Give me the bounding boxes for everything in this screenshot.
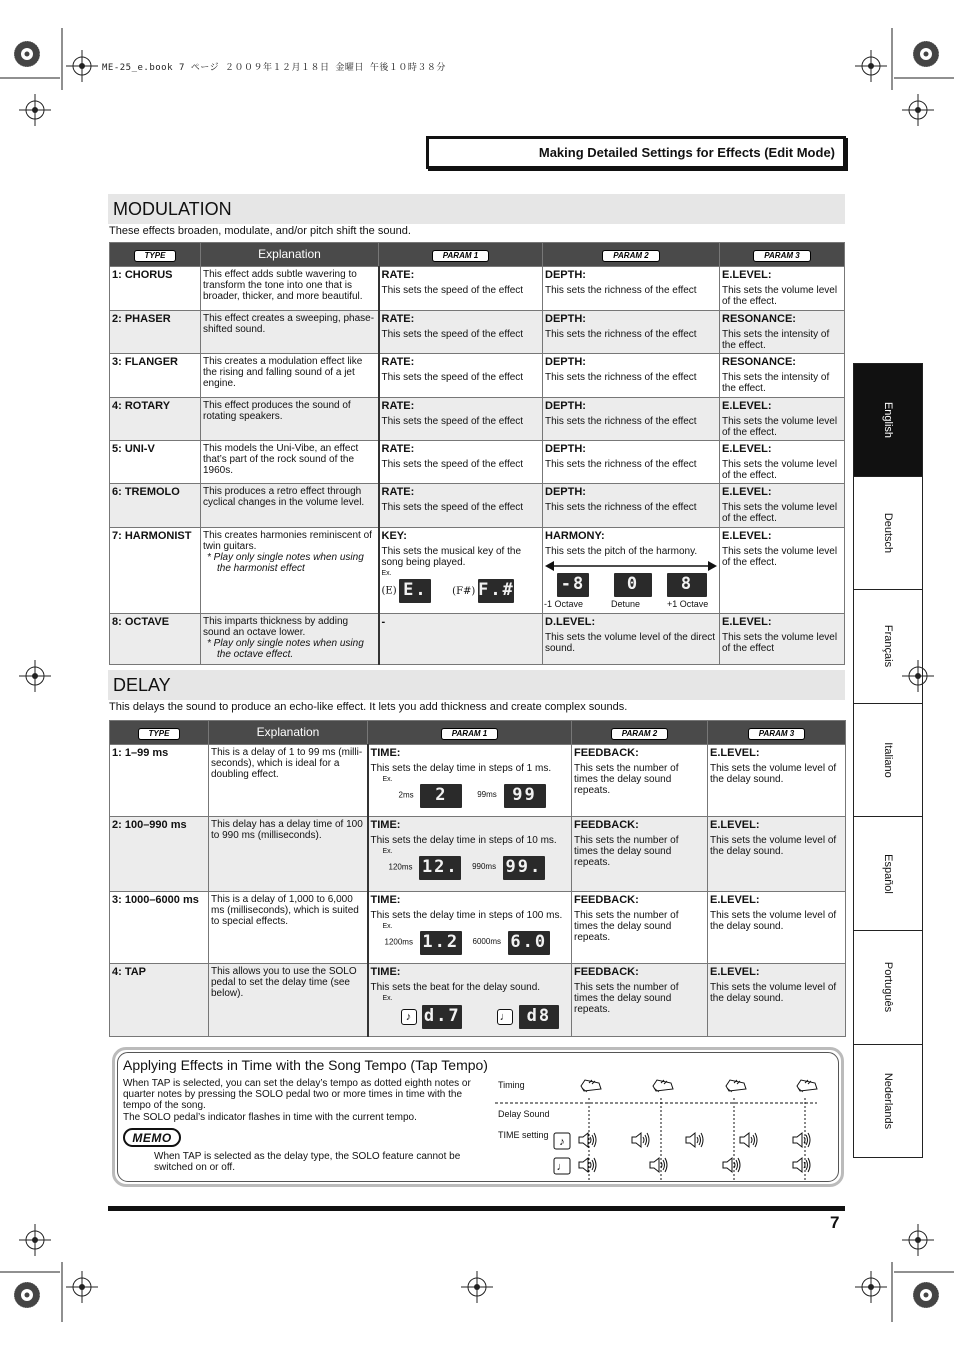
table-row	[110, 528, 845, 614]
tab-italiano[interactable]: Italiano	[853, 704, 923, 818]
param3-cell: E.LEVEL: This sets the volume level of the effect.	[720, 441, 845, 484]
param2-cell: FEEDBACK: This sets the number of times the delay sound repeats.	[572, 745, 708, 817]
example-b-label: 99ms	[477, 790, 497, 800]
type-cell: 2: PHASER	[110, 311, 201, 354]
harmony-plus-display: 8	[667, 573, 707, 597]
note-box-icon	[554, 1158, 570, 1174]
param2-cell: FEEDBACK: This sets the number of times the delay sound repeats.	[572, 817, 708, 892]
foot-tap-icon	[653, 1080, 673, 1092]
explanation-cell: This effect produces the sound of rotating speakers.	[201, 398, 379, 441]
key-fs-display: F.#	[478, 579, 514, 603]
param2-cell: DEPTH: This sets the richness of the effect	[543, 441, 720, 484]
note-box-icon	[554, 1133, 570, 1149]
tab-nederlands[interactable]: Nederlands	[853, 1045, 923, 1159]
speaker-icon	[793, 1133, 810, 1147]
corner-target-tl	[14, 41, 40, 67]
table-row	[110, 964, 846, 1037]
param2-cell: DEPTH: This sets the richness of the effect	[543, 398, 720, 441]
param1-cell: TIME: This sets the delay time in steps of 100 ms. Ex. 1200ms 1.2 6000ms 6.0	[368, 892, 572, 964]
corner-target-br	[913, 1282, 939, 1308]
param3-cell: E.LEVEL: This sets the volume level of the delay sound.	[708, 745, 846, 817]
table-row	[110, 817, 846, 892]
corner-target-tr	[913, 41, 939, 67]
col-param3: PARAM 3	[720, 243, 845, 267]
param2-cell: DEPTH: This sets the richness of the effect	[543, 484, 720, 528]
header-title: Making Detailed Settings for Effects (Edit Mode)	[426, 136, 846, 169]
param3-cell: E.LEVEL: This sets the volume level of the delay sound.	[708, 892, 846, 964]
param2-cell: HARMONY: This sets the pitch of the harmony. -8 0 8 -1 Octave Detune +1 Octave	[543, 528, 720, 614]
explanation-cell: This delay has a delay time of 100 to 990 ms (milliseconds).	[209, 817, 368, 892]
example-b-display: 99	[504, 784, 546, 808]
param3-cell: E.LEVEL: This sets the volume level of the effect.	[720, 267, 845, 311]
example-a-display: 2	[420, 784, 462, 808]
type-cell: 2: 100–990 ms	[110, 817, 209, 892]
col-param1: PARAM 1	[368, 721, 572, 745]
type-cell: 1: CHORUS	[110, 267, 201, 311]
col-param2: PARAM 2	[572, 721, 708, 745]
speaker-icon	[579, 1158, 596, 1172]
param1-cell: RATE: This sets the speed of the effect	[379, 311, 543, 354]
table-row	[110, 484, 845, 528]
col-param1: PARAM 1	[379, 243, 543, 267]
param3-cell: E.LEVEL: This sets the volume level of the delay sound.	[708, 964, 846, 1037]
speaker-icon	[579, 1133, 596, 1147]
explanation-cell: This is a delay of 1,000 to 6,000 ms (milliseconds), which is suited to special effects.	[209, 892, 368, 964]
modulation-description: These effects broaden, modulate, and/or pitch shift the sound.	[109, 225, 411, 237]
language-tabs	[853, 363, 923, 1158]
param1-cell: RATE: This sets the speed of the effect	[379, 441, 543, 484]
param1-cell: RATE: This sets the speed of the effect	[379, 354, 543, 398]
tap-dotted-display: d.7	[422, 1005, 462, 1029]
explanation-cell: This effect adds subtle wavering to transform the tone into one that is broader, thicker, and more beautiful.	[201, 267, 379, 311]
foot-tap-icon	[797, 1080, 817, 1092]
tap-timing-diagram	[495, 1072, 835, 1182]
svg-text:♪: ♪	[559, 1136, 565, 1148]
param1-cell: TIME: This sets the delay time in steps of 10 ms. Ex. 120ms 12. 990ms 99.	[368, 817, 572, 892]
param1-cell: KEY: This sets the musical key of the song being played. Ex. (E) E. (F#) F.#	[379, 528, 543, 614]
tab-portugues[interactable]: Português	[853, 931, 923, 1045]
col-param3: PARAM 3	[708, 721, 846, 745]
col-param2: PARAM 2	[543, 243, 720, 267]
param1-cell: TIME: This sets the delay time in steps of 1 ms. Ex. 2ms 2 99ms 99	[368, 745, 572, 817]
tab-english[interactable]: English	[853, 363, 923, 477]
table-row	[110, 614, 845, 665]
footer-rule	[108, 1206, 845, 1211]
param1-cell: -	[379, 614, 543, 665]
harmony-minus-label: -1 Octave	[544, 599, 584, 610]
memo-text: When TAP is selected as the delay type, the SOLO feature cannot be switched on or off.	[154, 1151, 461, 1174]
explanation-cell: This models the Uni-Vibe, an effect that’s part of the rock sound of the 1960s.	[201, 441, 379, 484]
param2-cell: DEPTH: This sets the richness of the effect	[543, 267, 720, 311]
param1-cell: RATE: This sets the speed of the effect	[379, 398, 543, 441]
param2-cell: DEPTH: This sets the richness of the effect	[543, 354, 720, 398]
param1-cell: TIME: This sets the beat for the delay sound. Ex. ♪ d.7 ♩ d8	[368, 964, 572, 1037]
example-a-display: 12.	[419, 856, 461, 880]
example-a-label: 120ms	[388, 862, 413, 872]
param1-cell: RATE: This sets the speed of the effect	[379, 267, 543, 311]
harmony-range-arrow	[545, 561, 717, 571]
speaker-icon	[793, 1158, 810, 1172]
tap-quarter-display: d8	[519, 1005, 559, 1029]
param1-cell: RATE: This sets the speed of the effect	[379, 484, 543, 528]
print-header: ME-25_e.book 7 ページ ２００９年１２月１８日 金曜日 午後１０時３８分	[102, 63, 446, 73]
foot-tap-icon	[726, 1080, 746, 1092]
param3-cell: RESONANCE: This sets the intensity of the effect.	[720, 354, 845, 398]
key-e-label: (E)	[381, 585, 397, 597]
param2-cell: FEEDBACK: This sets the number of times the delay sound repeats.	[572, 892, 708, 964]
key-e-display: E.	[399, 579, 431, 603]
dotted-eighth-note-icon: ♪	[401, 1009, 417, 1025]
type-cell: 3: 1000–6000 ms	[110, 892, 209, 964]
harmony-plus-label: +1 Octave	[667, 599, 709, 610]
speaker-icon	[650, 1158, 667, 1172]
table-row	[110, 745, 846, 817]
tab-francais[interactable]: Français	[853, 590, 923, 704]
speaker-icon	[632, 1133, 649, 1147]
type-cell: 3: FLANGER	[110, 354, 201, 398]
delay-description: This delays the sound to produce an echo-like effect. It lets you add thickness and create complex sounds.	[109, 701, 628, 713]
time-setting-label: TIME setting	[498, 1130, 549, 1140]
type-cell: 4: TAP	[110, 964, 209, 1037]
param3-cell: E.LEVEL: This sets the volume level of the effect.	[720, 528, 845, 614]
type-cell: 6: TREMOLO	[110, 484, 201, 528]
param3-cell: RESONANCE: This sets the intensity of the effect.	[720, 311, 845, 354]
table-row	[110, 892, 846, 964]
explanation-cell: This creates a modulation effect like the rising and falling sound of a jet engine.	[201, 354, 379, 398]
delay-sound-label: Delay Sound	[498, 1109, 550, 1119]
param3-cell: E.LEVEL: This sets the volume level of the effect	[720, 614, 845, 665]
example-a-label: 2ms	[398, 790, 414, 800]
table-row	[110, 311, 845, 354]
modulation-table	[109, 242, 845, 665]
example-b-label: 990ms	[472, 862, 497, 872]
delay-title: DELAY	[108, 670, 845, 700]
tab-deutsch[interactable]: Deutsch	[853, 477, 923, 591]
explanation-cell: This produces a retro effect through cyclical changes in the volume level.	[201, 484, 379, 528]
table-row	[110, 354, 845, 398]
col-type: TYPE	[110, 243, 201, 267]
tap-tempo-body: When TAP is selected, you can set the delay’s tempo as dotted eighth notes or quarter notes by pressing the SOLO pedal two or more times in time with the tempo of the song. The SOLO pedal’s indicator flashes in time with the current tempo.	[123, 1078, 471, 1123]
type-cell: 1: 1–99 ms	[110, 745, 209, 817]
example-b-display: 99.	[503, 856, 545, 880]
svg-text:♩: ♩	[556, 1161, 568, 1173]
example-a-label: 1200ms	[384, 937, 413, 947]
harmony-detune-label: Detune	[611, 599, 641, 610]
harmony-minus-display: -8	[557, 573, 589, 597]
page-number: 7	[830, 1213, 840, 1232]
memo-badge: MEMO	[123, 1128, 181, 1147]
explanation-cell: This imparts thickness by adding sound an octave lower. * Play only single notes when using the octave effect.	[201, 614, 379, 665]
type-cell: 4: ROTARY	[110, 398, 201, 441]
table-row	[110, 441, 845, 484]
explanation-cell: This effect creates a sweeping, phase-shifted sound.	[201, 311, 379, 354]
param2-cell: DEPTH: This sets the richness of the effect	[543, 311, 720, 354]
type-cell: 7: HARMONIST	[110, 528, 201, 614]
example-b-display: 6.0	[508, 931, 550, 955]
foot-tap-icon	[581, 1080, 601, 1092]
tap-tempo-box	[112, 1047, 844, 1187]
param2-cell: FEEDBACK: This sets the number of times the delay sound repeats.	[572, 964, 708, 1037]
explanation-cell: This is a delay of 1 to 99 ms (milli-seconds), which is ideal for a doubling effect.	[209, 745, 368, 817]
modulation-title: MODULATION	[108, 194, 845, 224]
harmony-detune-display: 0	[614, 573, 652, 597]
type-cell: 5: UNI-V	[110, 441, 201, 484]
key-fs-label: (F#)	[452, 585, 476, 597]
speaker-icon	[723, 1158, 740, 1172]
tab-espanol[interactable]: Español	[853, 817, 923, 931]
explanation-cell: This creates harmonies reminiscent of twin guitars. * Play only single notes when using the harmonist effect	[201, 528, 379, 614]
param3-cell: E.LEVEL: This sets the volume level of the delay sound.	[708, 817, 846, 892]
table-row	[110, 398, 845, 441]
quarter-note-icon: ♩	[497, 1009, 513, 1025]
delay-table	[109, 720, 846, 1037]
explanation-cell: This allows you to use the SOLO pedal to set the delay time (see below).	[209, 964, 368, 1037]
col-explanation: Explanation	[209, 721, 368, 745]
col-explanation: Explanation	[201, 243, 379, 267]
corner-target-bl	[14, 1282, 40, 1308]
timing-label: Timing	[498, 1080, 525, 1090]
param2-cell: D.LEVEL: This sets the volume level of the direct sound.	[543, 614, 720, 665]
table-row	[110, 267, 845, 311]
param3-cell: E.LEVEL: This sets the volume level of the effect.	[720, 398, 845, 441]
col-type: TYPE	[110, 721, 209, 745]
example-a-display: 1.2	[420, 931, 462, 955]
example-b-label: 6000ms	[472, 937, 501, 947]
tap-tempo-title: Applying Effects in Time with the Song Tempo (Tap Tempo)	[123, 1057, 488, 1073]
speaker-icon	[686, 1133, 703, 1147]
type-cell: 8: OCTAVE	[110, 614, 201, 665]
param3-cell: E.LEVEL: This sets the volume level of the effect.	[720, 484, 845, 528]
speaker-icon	[740, 1133, 757, 1147]
